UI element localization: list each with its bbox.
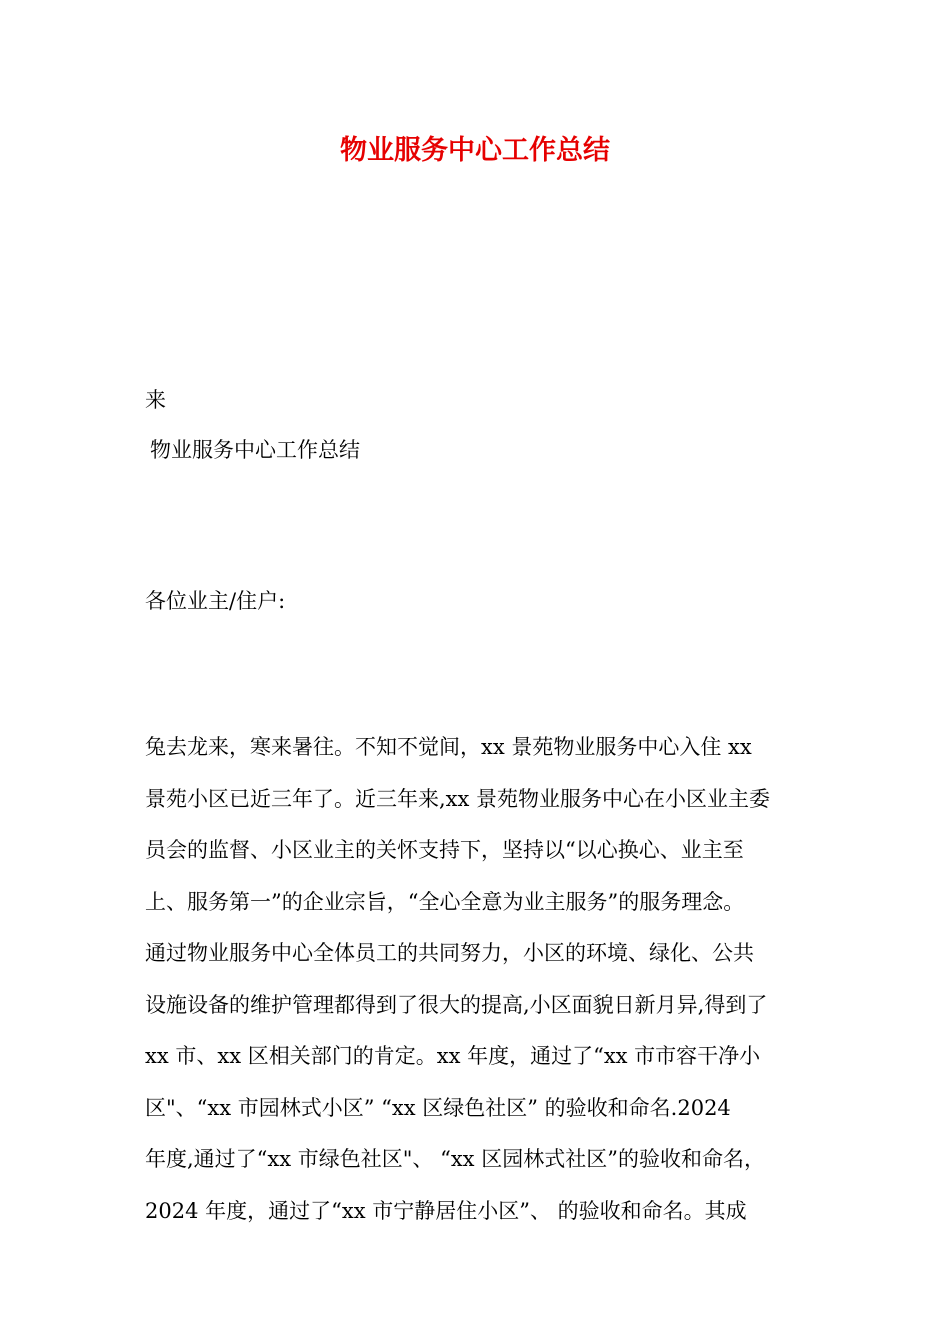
stray-character: 来: [145, 388, 166, 412]
body-line: 员会的监督、小区业主的关怀支持下，坚持以“以心换心、业主至: [145, 838, 744, 862]
document-subtitle: 物业服务中心工作总结: [150, 438, 360, 462]
body-line: 2024 年度，通过了“xx 市宁静居住小区”、 的验收和命名。其成: [145, 1198, 747, 1223]
body-line: 上、服务第一”的企业宗旨，“全心全意为业主服务”的服务理念。: [145, 889, 745, 914]
body-line: 通过物业服务中心全体员工的共同努力，小区的环境、绿化、公共: [145, 941, 754, 965]
document-title: 物业服务中心工作总结: [340, 135, 610, 166]
body-line: 年度,通过了“xx 市绿色社区"、 “xx 区园林式社区”的验收和命名，: [145, 1147, 765, 1171]
body-line: 兔去龙来，寒来暑往。不知不觉间，xx 景苑物业服务中心入住 xx: [145, 735, 752, 759]
body-paragraph: [145, 733, 825, 1248]
salutation: 各位业主/住户:: [145, 589, 286, 613]
body-line: xx 市、xx 区相关部门的肯定。xx 年度，通过了“xx 市市容干净小: [145, 1044, 761, 1068]
body-line: 设施设备的维护管理都得到了很大的提高,小区面貌日新月异,得到了: [145, 992, 768, 1017]
body-line: 区"、“xx 市园林式小区” “xx 区绿色社区” 的验收和命名.2024: [145, 1095, 731, 1120]
body-line: 景苑小区已近三年了。近三年来,xx 景苑物业服务中心在小区业主委: [145, 786, 771, 811]
